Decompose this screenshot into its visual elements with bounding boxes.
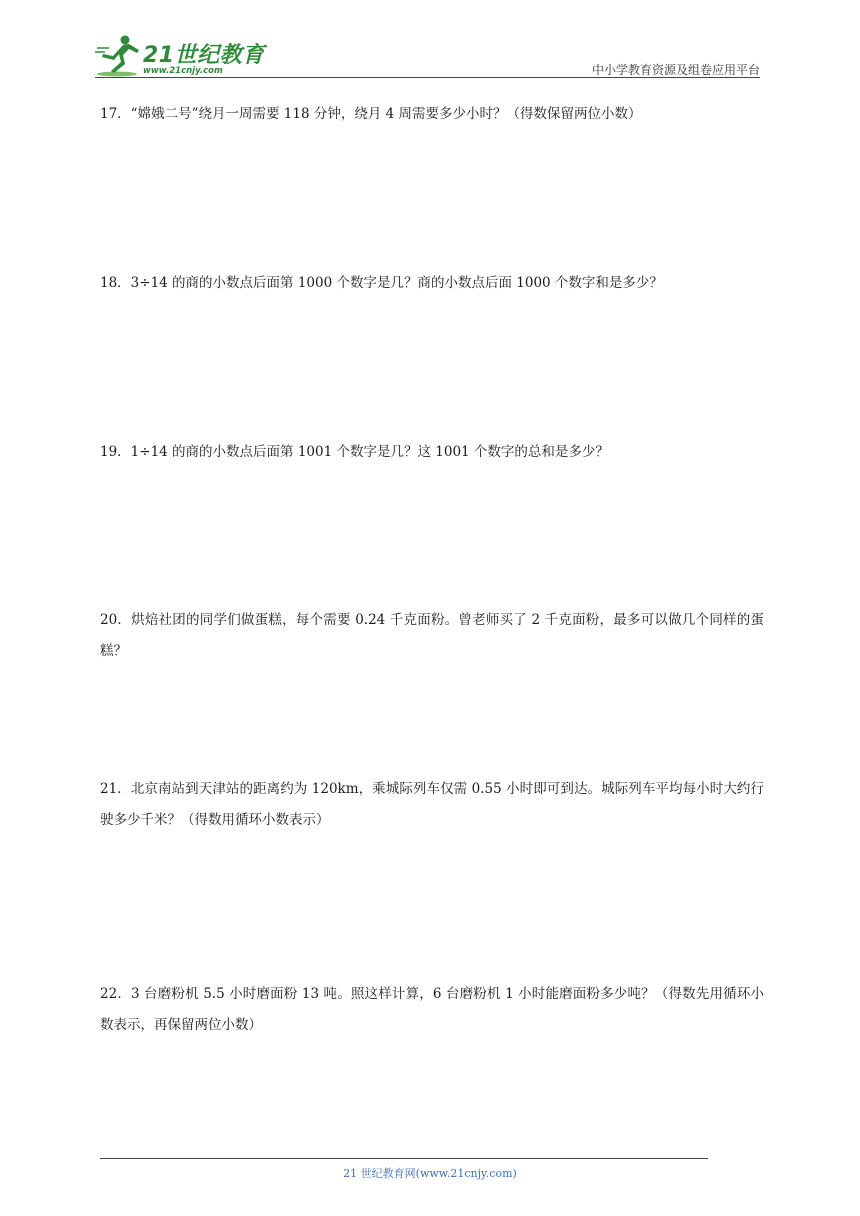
platform-tagline: 中小学教育资源及组卷应用平台 (591, 63, 760, 77)
footer-divider (100, 1158, 708, 1159)
question-18: 18．3÷14 的商的小数点后面第 1000 个数字是几？商的小数点后面 1000 个数字和是多少？ (100, 275, 663, 291)
logo-url: www.21cnjy.com (143, 66, 223, 76)
question-20: 20．烘焙社团的同学们做蛋糕，每个需要 0.24 千克面粉。曾老师买了 2 千克面粉，最多可以做几个同样的蛋糕？ (100, 612, 764, 659)
site-logo[interactable] (95, 34, 265, 78)
page-header (95, 30, 760, 78)
logo-text: 21世纪教育 (143, 43, 265, 68)
question-19: 19．1÷14 的商的小数点后面第 1001 个数字是几？这 1001 个数字的总和是多少？ (100, 444, 609, 460)
footer-link[interactable]: 21 世纪教育网(www.21cnjy.com) (343, 1167, 517, 1180)
question-21: 21．北京南站到天津站的距离约为 120km，乘城际列车仅需 0.55 小时即可到达。城际列车平均每小时大约行驶多少千米？（得数用循环小数表示） (100, 781, 764, 828)
running-figure-icon (95, 34, 145, 78)
question-22: 22．3 台磨粉机 5.5 小时磨面粉 13 吨。照这样计算，6 台磨粉机 1 小时能磨面粉多少吨？（得数先用循环小数表示，再保留两位小数） (100, 986, 764, 1033)
header-divider (95, 77, 760, 78)
question-17: 17．“嫦娥二号”绕月一周需要 118 分钟，绕月 4 周需要多少小时？（得数保留两位小数） (100, 106, 642, 122)
